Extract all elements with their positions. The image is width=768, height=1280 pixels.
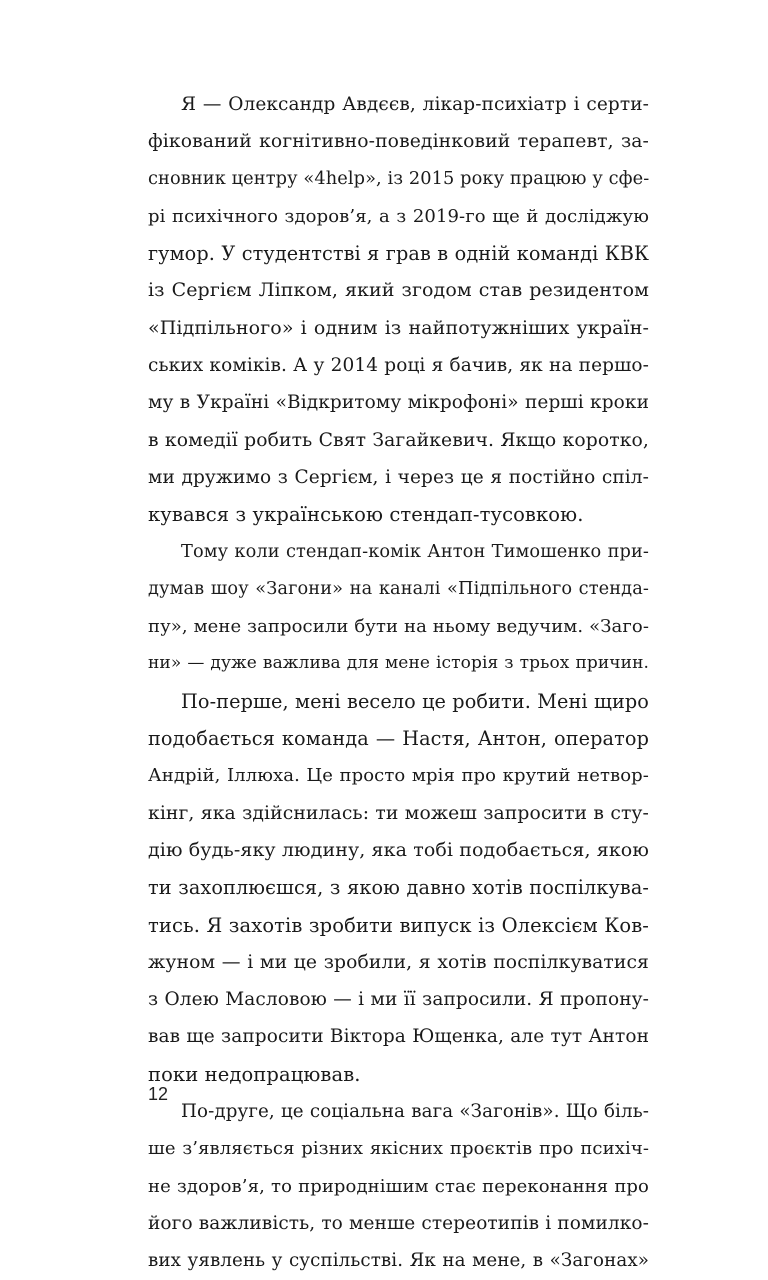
text-line: Я — Олександр Авдєєв, лікар-психіатр і серти- — [181, 94, 649, 115]
text-line: кувався з українською стендап-тусовкою. — [148, 503, 584, 527]
text-line: «Підпільного» і одним із найпотужніших україн- — [148, 316, 649, 339]
text-line: жуном — і ми це зробили, я хотів поспілкуватися — [148, 951, 649, 973]
text-line: не здоров’я, то природнішим стає переконання про — [148, 1175, 649, 1197]
text-line: з Олею Масловою — і ми її запросили. Я пропону- — [148, 989, 649, 1011]
text-line: вих уявлень у суспільстві. Як на мене, в «Загонах» — [148, 1250, 649, 1272]
text-line: Тому коли стендап-комік Антон Тимошенко при- — [181, 541, 649, 562]
text-line: подобається команда — Настя, Антон, оператор — [148, 727, 649, 751]
text-line: ських коміків. А у 2014 році я бачив, як на першо- — [148, 355, 649, 377]
text-line: кінг, яка здійснилась: ти можеш запросити в сту- — [148, 802, 649, 824]
text-line: По-друге, це соціальна вага «Загонів». Що біль- — [181, 1101, 649, 1123]
text-line: ми дружимо з Сергієм, і через це я постійно спіл- — [148, 466, 649, 488]
text-line: вав ще запросити Віктора Ющенка, але тут Антон — [148, 1026, 649, 1048]
text-line: По-перше, мені весело це робити. Мені щиро — [181, 689, 649, 713]
text-line: думав шоу «Загони» на каналі «Підпільного стенда- — [148, 578, 649, 599]
text-line: му в Україні «Відкритому мікрофоні» перші кроки — [148, 392, 649, 414]
text-line: пу», мене запросили бути на ньому ведучим. «Заго- — [148, 616, 649, 638]
text-line: в комедії робить Свят Загайкевич. Якщо коротко, — [148, 429, 649, 451]
text-line: фікований когнітивно-поведінковий терапевт, за- — [148, 131, 649, 153]
text-line: його важливість, то менше стереотипів і помилко- — [148, 1212, 649, 1234]
body-text — [148, 86, 649, 1280]
text-line: із Сергієм Ліпком, який згодом став резидентом — [148, 279, 649, 302]
text-line: гумор. У студентстві я грав в одній команді КВК — [148, 242, 649, 266]
text-line: дію будь-яку людину, яка тобі подобається, якою — [148, 838, 649, 861]
text-line: ше з’являється різних якісних проєктів про психіч- — [148, 1138, 649, 1160]
text-line: ти захоплюєшся, з якою давно хотів поспілкува- — [148, 876, 649, 900]
text-line: рі психічного здоров’я, а з 2019-го ще й досліджую — [148, 205, 649, 227]
text-line: ни» — дуже важлива для мене історія з трьох причин. — [148, 653, 649, 674]
text-line: Андрій, Іллюха. Це просто мрія про крутий нетвор- — [148, 765, 649, 787]
page-number: 12 — [148, 1084, 169, 1104]
text-line: сновник центру «4help», із 2015 року працюю у сфе- — [148, 168, 650, 189]
text-line: поки недопрацював. — [148, 1062, 361, 1086]
text-line: тись. Я захотів зробити випуск із Олексієм Ков- — [148, 913, 649, 937]
